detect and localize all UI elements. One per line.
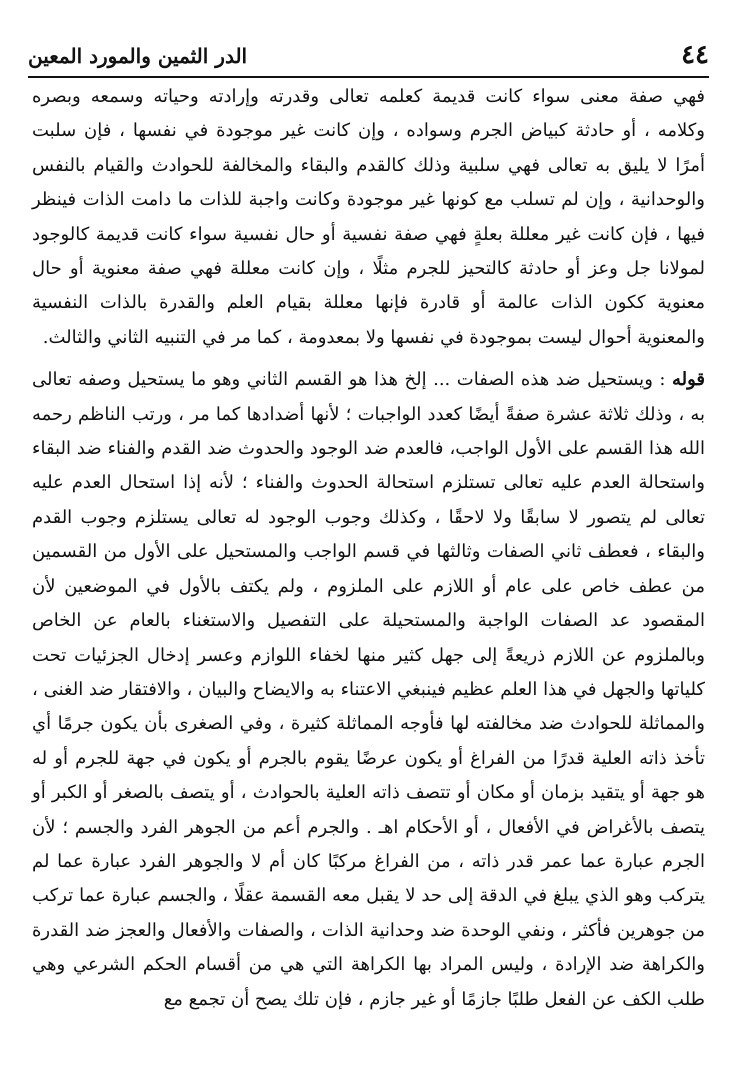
paragraph-2-text: : ويستحيل ضد هذه الصفات ... إلخ هذا هو القسم الثاني وهو ما يستحيل وصفه تعالى به ، وذلك ثلاثة عشرة صفةً أيضًا كعدد الواجبات ؛ لأنها أضدادها كما مر ، ورتب الناظم رحمه الله هذا القسم على الأول الواجب، فالعدم ضد الوجود والحدوث ضد القدم والفناء ضد البقاء واستحالة العدم عليه تعالى تستلزم استحالة الحدوث والفناء ؛ لأنه إذا استحال العدم عليه تعالى لم يتصور لا سابقًا ولا لاحقًا ، وكذلك وجوب الوجود له تعالى يستلزم وجوب القدم والبقاء ، فعطف ثاني الصفات وثالثها في قسم الواجب والمستحيل على الأول من القسمين من عطف خاص على عام أو اللازم على الملزوم ، ولم يكتف بالأول في الموضعين لأن المقصود عد الصفات الواجبة والمستحيلة على التفصيل والاستغناء بالعام عن الخاص وبالملزوم عن اللازم ذريعةً إلى جهل كثير منها لخفاء اللوازم وعسر إدخال الجزئيات تحت كلياتها والجهل في هذا العلم عظيم فينبغي الاعتناء به والايضاح والبيان ، والافتقار ضد الغنى ، والمماثلة للحوادث ضد مخالفته لها فأوجه المماثلة كثيرة ، وفي الصغرى بأن يكون جرمًا أي تأخذ ذاته العلية قدرًا من الفراغ أو يكون عرضًا يقوم بالجرم أو يكون في جهة للجرم أو له هو جهة أو يتقيد بزمان أو مكان أو تتصف ذاته العلية بالحوادث ، أو يتصف بالصغر أو الكبر أو يتصف بالأغراض في الأفعال ، أو الأحكام اهـ . والجرم أعم من الجوهر الفرد والجسم ؛ لأن الجرم عبارة عما عمر قدر ذاته ، من الفراغ مركبًا كان أم لا والجوهر الفرد عبارة عما لم يتركب وهو الذي يبلغ في الدقة إلى حد لا يقبل معه القسمة عقلًا ، والجسم عبارة عما تركب من جوهرين فأكثر ، ونفي الوحدة ضد وحدانية الذات ، والصفات والأفعال والعجز ضد القدرة والكراهة ضد الإرادة ، وليس المراد بها الكراهة التي هي من أقسام الحكم الشرعي وهي طلب الكف عن الفعل طلبًا جازمًا أو غير جازم ، فإن تلك يصح أن تجمع مع — [32, 369, 705, 1010]
page-header — [28, 38, 709, 78]
page-number: ٤٤ — [681, 40, 709, 70]
paragraph-2 — [32, 363, 705, 1017]
header-rule — [28, 76, 709, 78]
body-text — [32, 80, 705, 1017]
paragraph-2-lead-word: قوله — [671, 369, 705, 391]
running-title: الدر الثمين والمورد المعين — [28, 44, 248, 68]
paragraph-1: فهي صفة معنى سواء كانت قديمة كعلمه تعالى وقدرته وإرادته وحياته وسمعه وبصره وكلامه ، أو حادثة كبياض الجرم وسواده ، وإن كانت غير موجودة في نفسها ، فإن سلبت أمرًا لا يليق به تعالى فهي سلبية وذلك كالقدم والبقاء والمخالفة للحوادث والقيام بالنفس والوحدانية ، وإن لم تسلب مع كونها غير موجودة وكانت واجبة للذات ما دامت الذات فينظر فيها ، فإن كانت غير معللة بعلةٍ فهي صفة نفسية أو حال نفسية سواء كانت قديمة كالوجود لمولانا جل وعز أو حادثة كالتحيز للجرم مثلًا ، وإن كانت معللة فهي صفة معنوية أو حال معنوية ككون الذات عالمة أو قادرة فإنها معللة بقيام العلم والقدرة بالذات النفسية والمعنوية أحوال ليست بموجودة في نفسها ولا بمعدومة ، كما مر في التنبيه الثاني والثالث. — [32, 86, 705, 348]
